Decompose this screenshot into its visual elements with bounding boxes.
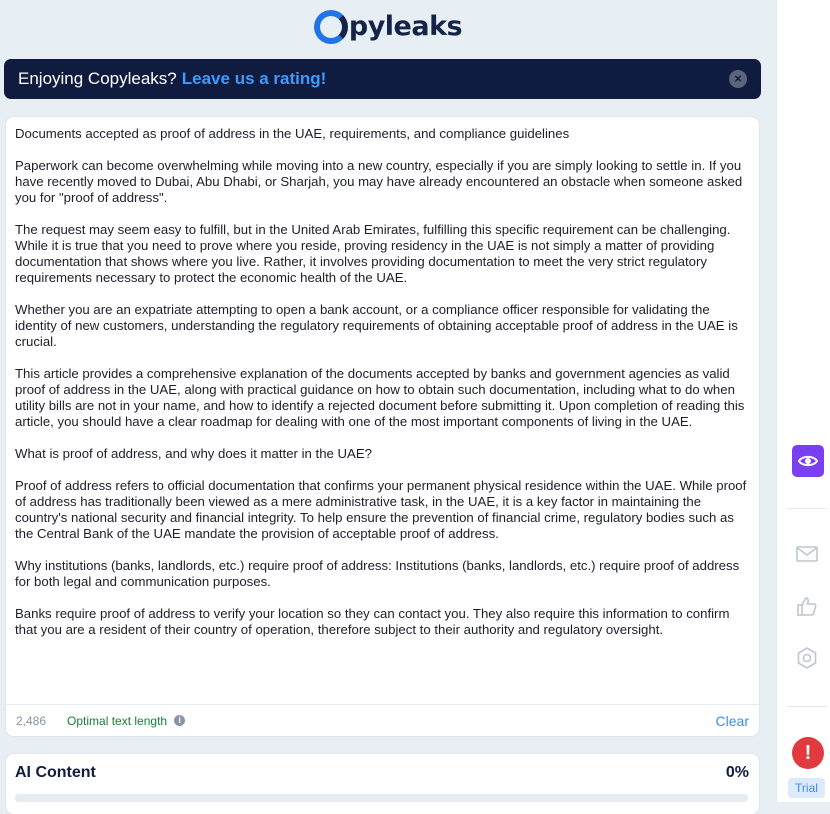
text-length-status: Optimal text length — [67, 713, 168, 728]
banner-text: Enjoying Copyleaks? — [18, 69, 177, 88]
copyleaks-logo[interactable] — [314, 9, 462, 43]
paragraph: The request may seem easy to fulfill, but in the United Arab Emirates, fulfilling this specific requirement can be challenging. While it is true that you need to prove where you reside, proving residency in the UAE is not simply a matter of providing documentation that shows where you live. Rather, it involves providing documentation to meet the very strict regulatory requirements necessary to protect the economic health of the UAE. — [15, 222, 731, 285]
ai-content-card — [6, 754, 759, 814]
logo-c-icon — [314, 10, 348, 44]
close-icon[interactable]: × — [729, 70, 747, 88]
rating-banner — [4, 59, 761, 99]
paragraph: This article provides a comprehensive explanation of the documents accepted by banks and government agencies as valid proof of address in the UAE, along with practical guidance on how to obtain such documentation, including what to do when utility bills are not in your name, and how to identify a rejected document before submitting it. Upon completion of reading this article, you should have a clear roadmap for dealing with one of the most important components of living in the UAE. — [15, 366, 745, 429]
leave-rating-link[interactable]: Leave us a rating! — [181, 69, 327, 88]
logo-text: pyleaks — [348, 10, 463, 42]
editor-content[interactable] — [15, 126, 750, 706]
rail-divider — [787, 508, 827, 509]
paragraph: Why institutions (banks, landlords, etc.) require proof of address: Institutions (banks, landlords, etc.) require proof of address for both legal and communication purposes. — [15, 558, 740, 589]
trial-badge[interactable]: Trial — [788, 778, 825, 798]
paragraph: Proof of address refers to official documentation that confirms your permanent physical residence within the UAE. While proof of address has traditionally been viewed as a mere administrative task, in the UAE, it is a key factor in maintaining the country's national security and financial integrity. To help ensure the prevention of financial crime, regulatory bodies such as the Central Bank of the UAE mandate the provision of acceptable proof of address. — [15, 478, 747, 541]
right-rail — [776, 0, 830, 802]
rail-divider — [787, 706, 827, 707]
ai-content-progress-bar — [15, 794, 748, 802]
eye-icon[interactable] — [792, 445, 824, 477]
ai-content-title: AI Content — [15, 764, 96, 781]
alert-icon[interactable]: ! — [792, 737, 824, 769]
clear-button[interactable]: Clear — [715, 712, 749, 729]
paragraph: Paperwork can become overwhelming while moving into a new country, especially if you are simply looking to settle in. If you have recently moved to Dubai, Abu Dhabi, or Sharjah, you may have already encountered an obstacle when someone asked you for "proof of address". — [15, 158, 743, 205]
header — [0, 0, 776, 52]
mail-icon[interactable] — [795, 542, 819, 566]
paragraph: Documents accepted as proof of address in the UAE, requirements, and compliance guidelines — [15, 126, 570, 141]
editor-footer — [6, 704, 759, 736]
hexagon-icon[interactable] — [795, 646, 819, 670]
text-editor[interactable] — [6, 117, 759, 736]
info-icon[interactable]: i — [174, 715, 185, 726]
thumbs-up-icon[interactable] — [795, 595, 819, 619]
paragraph: Banks require proof of address to verify your location so they can contact you. They also require this information to confirm that you are a resident of their country of operation, therefore subject to their authority and regulatory oversight. — [15, 606, 730, 637]
ai-content-percent: 0% — [725, 764, 749, 781]
paragraph: Whether you are an expatriate attempting to open a bank account, or a compliance officer responsible for validating the identity of new customers, understanding the regulatory requirements of obtaining acceptable proof of address in the UAE is crucial. — [15, 302, 738, 349]
word-count: 2,486 — [16, 713, 47, 728]
paragraph: What is proof of address, and why does it matter in the UAE? — [15, 446, 372, 461]
